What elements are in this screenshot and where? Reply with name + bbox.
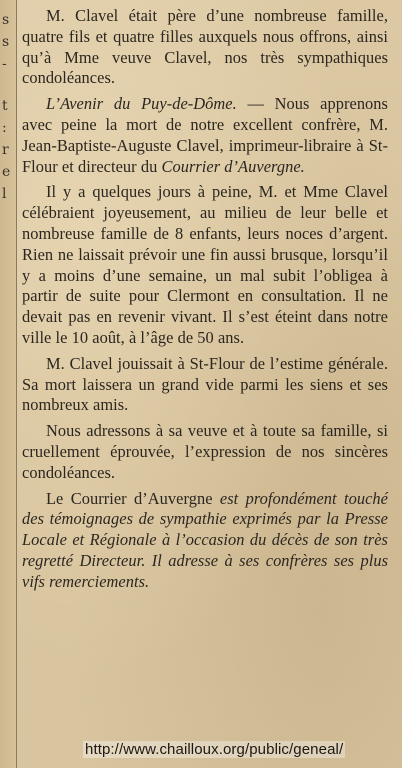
margin-char: - — [2, 56, 7, 72]
margin-char: t — [2, 98, 8, 114]
text-run: Le Courrier d’Auvergne — [46, 488, 213, 508]
text-run: M. Clavel jouissait à St-Flour de l’estime générale. Sa mort laissera un grand vide parmi les siens et ses nombreux amis. — [22, 353, 388, 415]
paragraph-5 — [22, 421, 388, 483]
margin-char: e — [2, 164, 11, 180]
italic-text-run: Courrier d’Auvergne. — [161, 156, 305, 176]
paragraph-6 — [22, 489, 388, 593]
margin-char: s — [2, 12, 10, 28]
text-run: — Nous apprenons avec peine la mort de notre excellent confrère, M. Jean-Baptiste-Auguste Clavel, imprimeur-libraire à St-Flour et directeur du — [22, 94, 388, 176]
article-column — [22, 6, 388, 598]
margin-char: s — [2, 34, 10, 50]
text-run: M. Clavel était père d’une nombreuse famille, quatre fils et quatre filles auxquels nous offrons, ainsi qu’à Mme veuve Clavel, nos très sympathiques condoléances. — [22, 6, 388, 88]
margin-char: : — [2, 120, 7, 136]
adjacent-column-edge — [0, 0, 17, 768]
margin-char: l — [2, 186, 7, 202]
text-run: Nous adressons à sa veuve et à toute sa famille, si cruellement éprouvée, l’expression de nos sincères condoléances. — [22, 421, 388, 482]
italic-text-run: L’Avenir du Puy-de-Dôme. — [46, 94, 237, 114]
paragraph-3 — [22, 182, 388, 348]
watermark-text: http://www.chailloux.org/public/geneal/ — [85, 741, 344, 758]
margin-char: r — [2, 142, 9, 158]
italic-text-run: est profondément touché des témoignages de sympathie exprimés par la Presse Locale et Régionale à l’occasion du décès de son très regretté Directeur. Il adresse à ses confrères ses plus vifs remerciements. — [22, 488, 389, 591]
paragraph-2 — [22, 94, 388, 177]
paragraph-1 — [22, 6, 388, 89]
paragraph-4 — [22, 354, 388, 416]
text-run: Il y a quelques jours à peine, M. et Mme Clavel célébraient joyeusement, au milieu de leur belle et nombreuse famille de 8 enfants, leurs noces d’argent. Rien ne laissait prévoir une fin aussi brusque, lorsqu’il y a moins d’une semaine, un mal subit l’obligea à partir de suite pour Clermont en consultation. Il ne devait pas en revenir vivant. Il s’est éteint dans notre ville le 10 août, à l’âge de 50 ans. — [22, 182, 388, 347]
watermark-url — [83, 741, 399, 763]
